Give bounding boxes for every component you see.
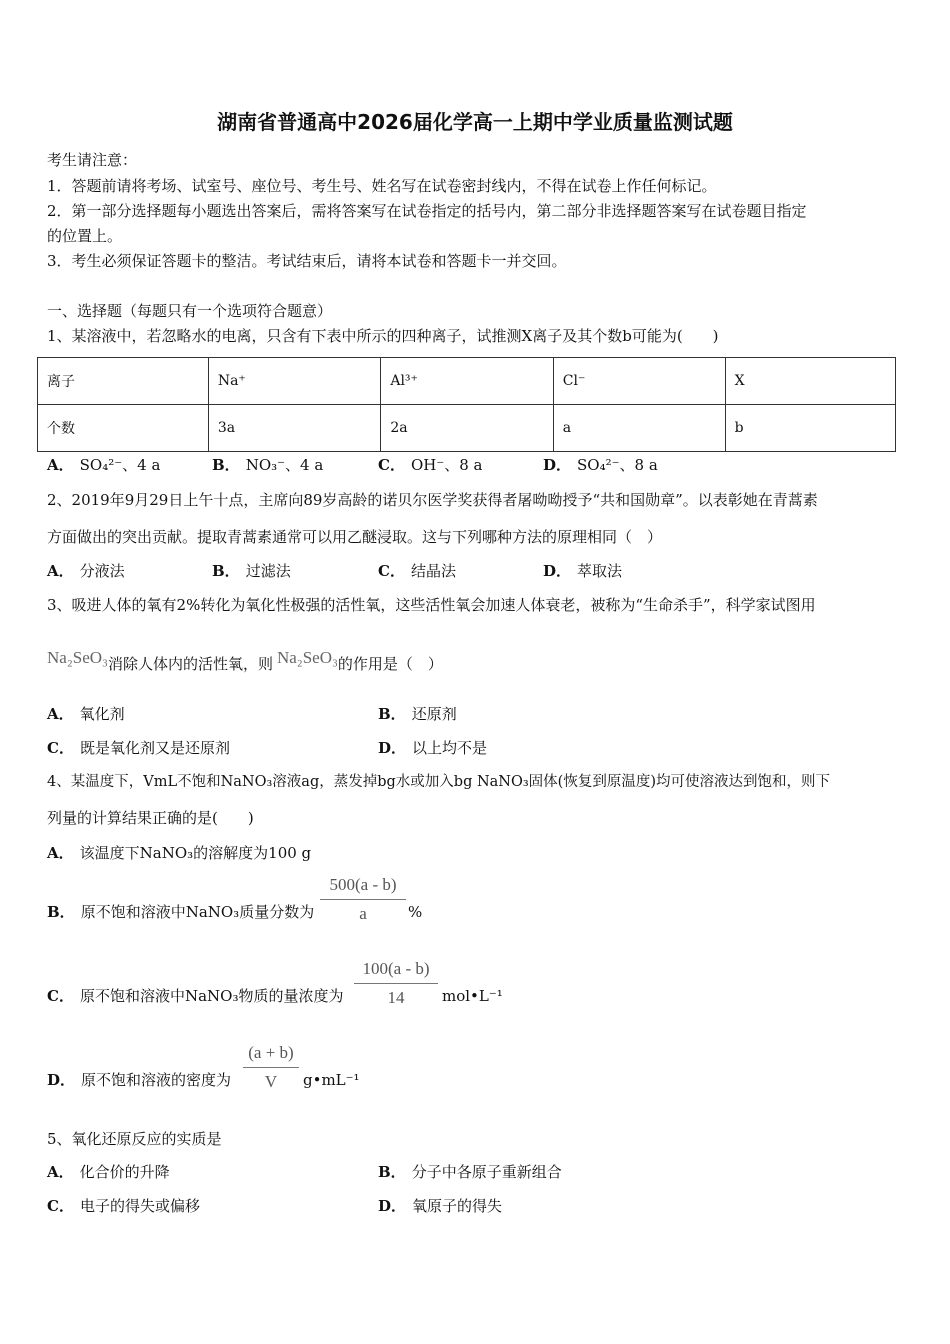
- table-row: [38, 405, 896, 452]
- option-text: 既是氧化剂又是还原剂: [79, 739, 230, 757]
- option-text: 过滤法: [245, 562, 291, 580]
- table-cell: 2a: [381, 405, 553, 452]
- unit: %: [408, 903, 423, 921]
- q1-option-c: [378, 455, 483, 475]
- q2-option-b: [212, 561, 291, 581]
- table-cell: a: [553, 405, 725, 452]
- option-text: SO₄²⁻、4 a: [79, 456, 161, 474]
- table-cell: X: [725, 358, 895, 405]
- notice-heading: 考生请注意：: [47, 151, 138, 169]
- option-letter: A．: [47, 562, 74, 580]
- notice-item: 2．第一部分选择题每小题选出答案后，需将答案写在试卷指定的括号内，第二部分非选择题答案写在试卷题目指定: [47, 202, 807, 220]
- numerator: 500(a - b): [320, 875, 406, 900]
- table-cell: 个数: [38, 405, 209, 452]
- option-letter: D．: [543, 562, 572, 580]
- q5-option-b: [378, 1162, 562, 1182]
- option-letter: C．: [47, 987, 74, 1005]
- fraction: [320, 875, 406, 924]
- option-text: 电子的得失或偏移: [79, 1197, 200, 1215]
- option-text: 氧原子的得失: [412, 1197, 503, 1215]
- unit: mol•L⁻¹: [442, 987, 503, 1005]
- table-cell: 离子: [38, 358, 209, 405]
- q1-option-b: [212, 455, 323, 475]
- denominator: V: [264, 1072, 278, 1091]
- option-letter: D．: [47, 1071, 76, 1089]
- option-letter: C．: [378, 456, 405, 474]
- option-letter: B．: [47, 903, 75, 921]
- option-letter: C．: [47, 739, 74, 757]
- option-letter: C．: [47, 1197, 74, 1215]
- table-cell: b: [725, 405, 895, 452]
- q5-option-d: [378, 1196, 502, 1216]
- q3-stem-line2: [47, 648, 443, 674]
- notice-item: 3．考生必须保证答题卡的整洁。考试结束后，请将本试卷和答题卡一并交回。: [47, 252, 567, 270]
- option-letter: B．: [378, 1163, 406, 1181]
- q4-stem: 4、某温度下，VmL不饱和NaNO₃溶液ag，蒸发掉bg水或加入bg NaNO₃固体(恢复到原温度)均可使溶液达到饱和，则下: [47, 774, 830, 790]
- table-cell: Al³⁺: [381, 358, 553, 405]
- q1-option-a: [47, 455, 160, 475]
- q4-option-a: [47, 843, 311, 863]
- q3-option-c: [47, 738, 230, 758]
- q2-option-c: [378, 561, 456, 581]
- unit: g•mL⁻¹: [303, 1071, 360, 1089]
- option-letter: D．: [378, 1197, 407, 1215]
- q3-end: 的作用是（ ）: [337, 655, 443, 673]
- fraction: [354, 959, 438, 1008]
- q3-option-a: [47, 704, 125, 724]
- option-letter: B．: [212, 562, 240, 580]
- chem-formula: Na₂SeO₃: [47, 648, 108, 667]
- table-cell: 3a: [208, 405, 381, 452]
- section-heading: 一、选择题（每题只有一个选项符合题意）: [47, 302, 333, 320]
- denominator: 14: [387, 988, 405, 1007]
- option-letter: A．: [47, 705, 74, 723]
- option-text: 还原剂: [411, 705, 457, 723]
- q3-mid: 消除人体内的活性氧，则: [107, 655, 273, 673]
- q2-stem: 方面做出的突出贡献。提取青蒿素通常可以用乙醚浸取。这与下列哪种方法的原理相同（ ）: [47, 528, 663, 546]
- q1-stem: 1、某溶液中，若忽略水的电离，只含有下表中所示的四种离子，试推测X离子及其个数b可能为( ): [47, 327, 719, 345]
- numerator: 100(a - b): [354, 959, 438, 984]
- option-text: 原不饱和溶液中NaNO₃质量分数为: [80, 903, 315, 921]
- option-text: 分子中各原子重新组合: [411, 1163, 562, 1181]
- q5-option-a: [47, 1162, 170, 1182]
- notice-item: 1．答题前请将考场、试室号、座位号、考生号、姓名写在试卷密封线内，不得在试卷上作任何标记。: [47, 177, 717, 195]
- table-row: [38, 358, 896, 405]
- option-text: 萃取法: [577, 562, 623, 580]
- table-cell: Na⁺: [208, 358, 381, 405]
- option-text: 以上均不是: [412, 739, 488, 757]
- q3-stem: 3、吸进人体的氧有2%转化为氧化性极强的活性氧，这些活性氧会加速人体衰老，被称为“生命杀手”，科学家试图用: [47, 596, 816, 614]
- option-letter: B．: [212, 456, 240, 474]
- option-letter: C．: [378, 562, 405, 580]
- table-cell: Cl⁻: [553, 358, 725, 405]
- denominator: a: [359, 904, 367, 923]
- fraction: [243, 1043, 299, 1092]
- option-letter: A．: [47, 456, 74, 474]
- q5-stem: 5、氧化还原反应的实质是: [47, 1130, 222, 1148]
- q3-option-d: [378, 738, 487, 758]
- option-letter: A．: [47, 844, 74, 862]
- q3-option-b: [378, 704, 457, 724]
- q2-option-d: [543, 561, 622, 581]
- q4-stem: 列量的计算结果正确的是( ): [47, 809, 254, 827]
- q2-stem: 2、2019年9月29日上午十点，主席向89岁高龄的诺贝尔医学奖获得者屠呦呦授予“共和国勋章”。以表彰她在青蒿素: [47, 491, 818, 509]
- ion-table: [37, 357, 896, 452]
- q1-option-d: [543, 455, 658, 475]
- option-text: SO₄²⁻、8 a: [577, 456, 658, 474]
- q5-option-c: [47, 1196, 200, 1216]
- chem-formula: Na₂SeO₃: [276, 648, 338, 667]
- option-text: 氧化剂: [79, 705, 125, 723]
- option-letter: D．: [378, 739, 407, 757]
- option-text: 化合价的升降: [79, 1163, 170, 1181]
- option-text: 该温度下NaNO₃的溶解度为100 g: [79, 844, 312, 862]
- option-text: 结晶法: [410, 562, 456, 580]
- option-letter: A．: [47, 1163, 74, 1181]
- option-letter: B．: [378, 705, 406, 723]
- q2-option-a: [47, 561, 125, 581]
- option-text: 分液法: [79, 562, 125, 580]
- q4-option-d: [47, 1070, 231, 1090]
- notice-item: 的位置上。: [47, 227, 123, 245]
- option-text: 原不饱和溶液的密度为: [81, 1071, 232, 1089]
- option-text: OH⁻、8 a: [410, 456, 483, 474]
- option-text: 原不饱和溶液中NaNO₃物质的量浓度为: [79, 987, 344, 1005]
- page-title: 湖南省普通高中2026届化学高一上期中学业质量监测试题: [217, 110, 733, 134]
- option-text: NO₃⁻、4 a: [245, 456, 324, 474]
- q4-option-b: [47, 902, 314, 922]
- option-letter: D．: [543, 456, 572, 474]
- numerator: (a + b): [243, 1043, 299, 1068]
- q4-option-c: [47, 986, 343, 1006]
